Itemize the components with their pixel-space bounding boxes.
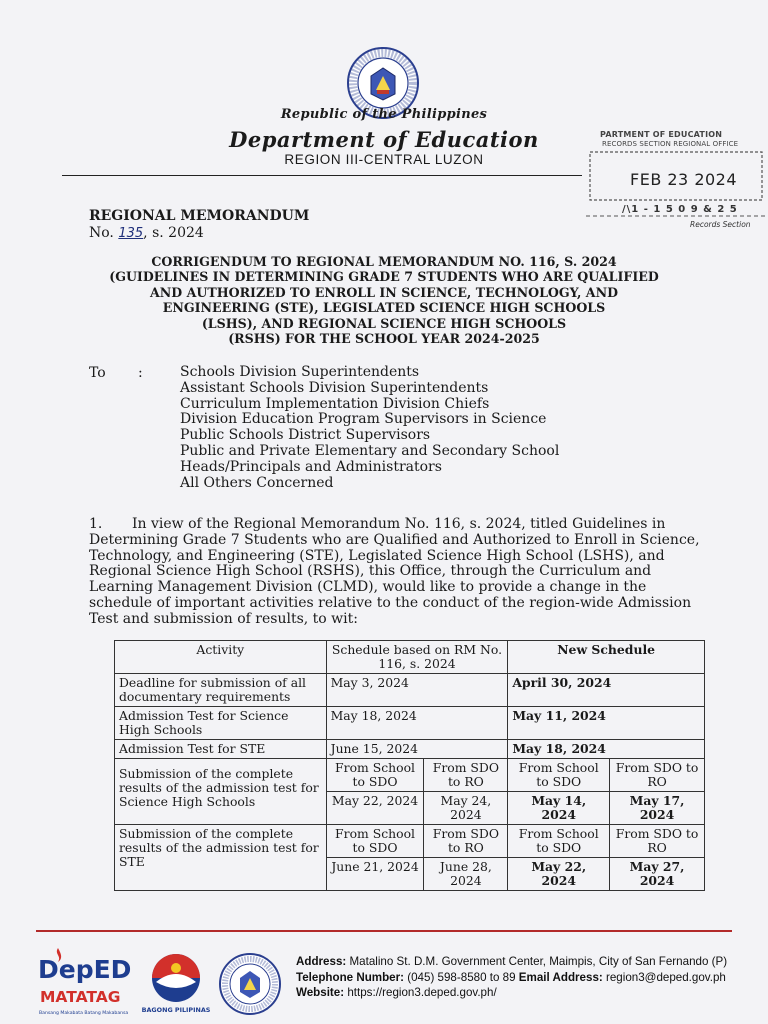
subject-line: CORRIGENDUM TO REGIONAL MEMORANDUM NO. 116, S. 2024 bbox=[151, 254, 617, 269]
paragraph-line: In view of the Regional Memorandum No. 116, s. 2024, titled Guidelines in bbox=[132, 516, 666, 532]
recipient-list bbox=[180, 365, 559, 491]
email-label: Email Address: bbox=[518, 970, 603, 984]
republic-heading: Republic of the Philippines bbox=[280, 107, 488, 122]
recipient-item: Public Schools District Supervisors bbox=[180, 427, 431, 444]
website-label: Website: bbox=[296, 986, 345, 999]
header-new-schedule: New Schedule bbox=[508, 641, 705, 674]
matatag-tagline: Bansang Makabata Batang Makabansa bbox=[39, 1011, 129, 1016]
new-date-cell: May 18, 2024 bbox=[508, 740, 705, 759]
sub-header-cell: From SDO to RO bbox=[610, 825, 705, 858]
activity-cell: Admission Test for STE bbox=[115, 740, 327, 759]
stamp-section-text: RECORDS SECTION REGIONAL OFFICE bbox=[602, 140, 739, 148]
paragraph-line: Regional Science High School (RSHS), this Office, through the Curriculum and bbox=[89, 563, 652, 580]
header-divider bbox=[62, 175, 582, 176]
activity-cell: Deadline for submission of all documentary requirements bbox=[115, 674, 327, 707]
email-text[interactable]: region3@deped.gov.ph bbox=[606, 970, 726, 984]
sub-header-cell: From School to SDO bbox=[326, 759, 424, 792]
deped-seal-small-icon bbox=[218, 952, 282, 1016]
new-date-cell: May 14, 2024 bbox=[508, 792, 610, 825]
recipient-item: Schools Division Superintendents bbox=[180, 364, 420, 380]
deped-matatag-logo bbox=[36, 944, 134, 1020]
sub-header-cell: From School to SDO bbox=[326, 825, 424, 858]
recipient-item: Assistant Schools Division Superintendents bbox=[180, 379, 489, 396]
old-date-cell: May 24, 2024 bbox=[424, 792, 508, 825]
recipient-item: Public and Private Elementary and Secondary School bbox=[180, 442, 560, 459]
footer-divider bbox=[36, 930, 732, 932]
department-heading: Department of Education bbox=[229, 127, 539, 152]
stamp-received-text: /\1 - 1 5 0 9 & 2 5 bbox=[622, 204, 738, 215]
sub-header-cell: From School to SDO bbox=[508, 759, 610, 792]
memo-number-prefix: No. bbox=[89, 225, 114, 241]
paragraph-1 bbox=[89, 516, 700, 628]
paragraph-line: Test and submission of results, to wit: bbox=[89, 610, 358, 627]
subject-line: AND AUTHORIZED TO ENROLL IN SCIENCE, TECHNOLOGY, AND bbox=[150, 284, 618, 300]
memo-number-value: 135 bbox=[118, 226, 144, 241]
table-row bbox=[115, 740, 705, 759]
recipient-item: All Others Concerned bbox=[180, 474, 334, 491]
to-colon: : bbox=[138, 365, 143, 381]
old-date-cell: May 18, 2024 bbox=[326, 707, 508, 740]
address-text: Matalino St. D.M. Government Center, Maimpis, City of San Fernando (P) bbox=[349, 955, 728, 968]
new-date-cell: May 11, 2024 bbox=[508, 707, 705, 740]
bagong-pilipinas-text: BAGONG PILIPINAS bbox=[142, 1006, 210, 1014]
recipient-item: Division Education Program Supervisors in Science bbox=[180, 411, 547, 428]
table-header-row bbox=[115, 641, 705, 674]
old-date-cell: June 21, 2024 bbox=[326, 858, 424, 891]
paragraph-line: Determining Grade 7 Students who are Qualified and Authorized to Enroll in Science, bbox=[89, 531, 700, 548]
schedule-table bbox=[114, 640, 705, 891]
old-date-cell: June 15, 2024 bbox=[326, 740, 508, 759]
memo-title: REGIONAL MEMORANDUM bbox=[89, 208, 310, 224]
to-label: To bbox=[89, 365, 106, 381]
website-link[interactable]: https://region3.deped.gov.ph/ bbox=[347, 986, 497, 999]
activity-cell: Admission Test for Science High Schools bbox=[115, 707, 327, 740]
sub-header-cell: From School to SDO bbox=[508, 825, 610, 858]
new-date-cell: May 17, 2024 bbox=[610, 792, 705, 825]
activity-cell: Submission of the complete results of the admission test for Science High Schools bbox=[115, 759, 327, 825]
memo-number-suffix: , s. 2024 bbox=[143, 225, 204, 241]
bagong-pilipinas-logo bbox=[142, 948, 210, 1018]
address-label: Address: bbox=[296, 955, 347, 968]
table-row bbox=[115, 674, 705, 707]
contact-block bbox=[296, 954, 727, 1001]
paragraph-line: Learning Management Division (CLMD), would like to provide a change in the bbox=[89, 579, 647, 596]
deped-wordmark: DepED bbox=[38, 955, 132, 984]
header-activity: Activity bbox=[115, 641, 327, 674]
sub-header-cell: From SDO to RO bbox=[424, 825, 508, 858]
memo-subject bbox=[89, 254, 679, 346]
matatag-wordmark: MATATAG bbox=[40, 988, 121, 1006]
old-date-cell: June 28, 2024 bbox=[424, 858, 508, 891]
header-old-schedule: Schedule based on RM No. 116, s. 2024 bbox=[326, 641, 508, 674]
paragraph-line: schedule of important activities relative to the conduct of the region-wide Admission bbox=[89, 594, 692, 611]
sub-header-cell: From SDO to RO bbox=[424, 759, 508, 792]
stamp-date: FEB 23 2024 bbox=[630, 170, 738, 189]
new-date-cell: May 22, 2024 bbox=[508, 858, 610, 891]
phone-label: Telephone Number: bbox=[296, 970, 405, 984]
subject-line: ENGINEERING (STE), LEGISLATED SCIENCE HIGH SCHOOLS bbox=[162, 300, 606, 316]
region-heading: REGION III-CENTRAL LUZON bbox=[284, 152, 484, 167]
stamp-office-text: PARTMENT OF EDUCATION bbox=[600, 130, 723, 139]
table-row bbox=[115, 825, 705, 858]
phone-text: (045) 598-8580 to 89 bbox=[407, 970, 516, 984]
memo-number bbox=[89, 225, 204, 241]
old-date-cell: May 3, 2024 bbox=[326, 674, 508, 707]
new-date-cell: April 30, 2024 bbox=[508, 674, 705, 707]
old-date-cell: May 22, 2024 bbox=[326, 792, 424, 825]
activity-cell: Submission of the complete results of the admission test for STE bbox=[115, 825, 327, 891]
new-date-cell: May 27, 2024 bbox=[610, 858, 705, 891]
subject-line: (LSHS), AND REGIONAL SCIENCE HIGH SCHOOLS bbox=[201, 315, 567, 331]
received-stamp bbox=[586, 128, 768, 236]
paragraph-line: Technology, and Engineering (STE), Legislated Science High School (LSHS), and bbox=[89, 547, 665, 564]
recipient-item: Curriculum Implementation Division Chiefs bbox=[180, 395, 490, 412]
stamp-records-text: Records Section bbox=[690, 220, 751, 229]
subject-line: (GUIDELINES IN DETERMINING GRADE 7 STUDENTS WHO ARE QUALIFIED bbox=[109, 269, 659, 285]
recipient-item: Heads/Principals and Administrators bbox=[180, 458, 442, 475]
sub-header-cell: From SDO to RO bbox=[610, 759, 705, 792]
table-row bbox=[115, 759, 705, 792]
paragraph-number: 1. bbox=[89, 516, 103, 532]
subject-line: (RSHS) FOR THE SCHOOL YEAR 2024-2025 bbox=[228, 331, 540, 347]
table-row bbox=[115, 707, 705, 740]
